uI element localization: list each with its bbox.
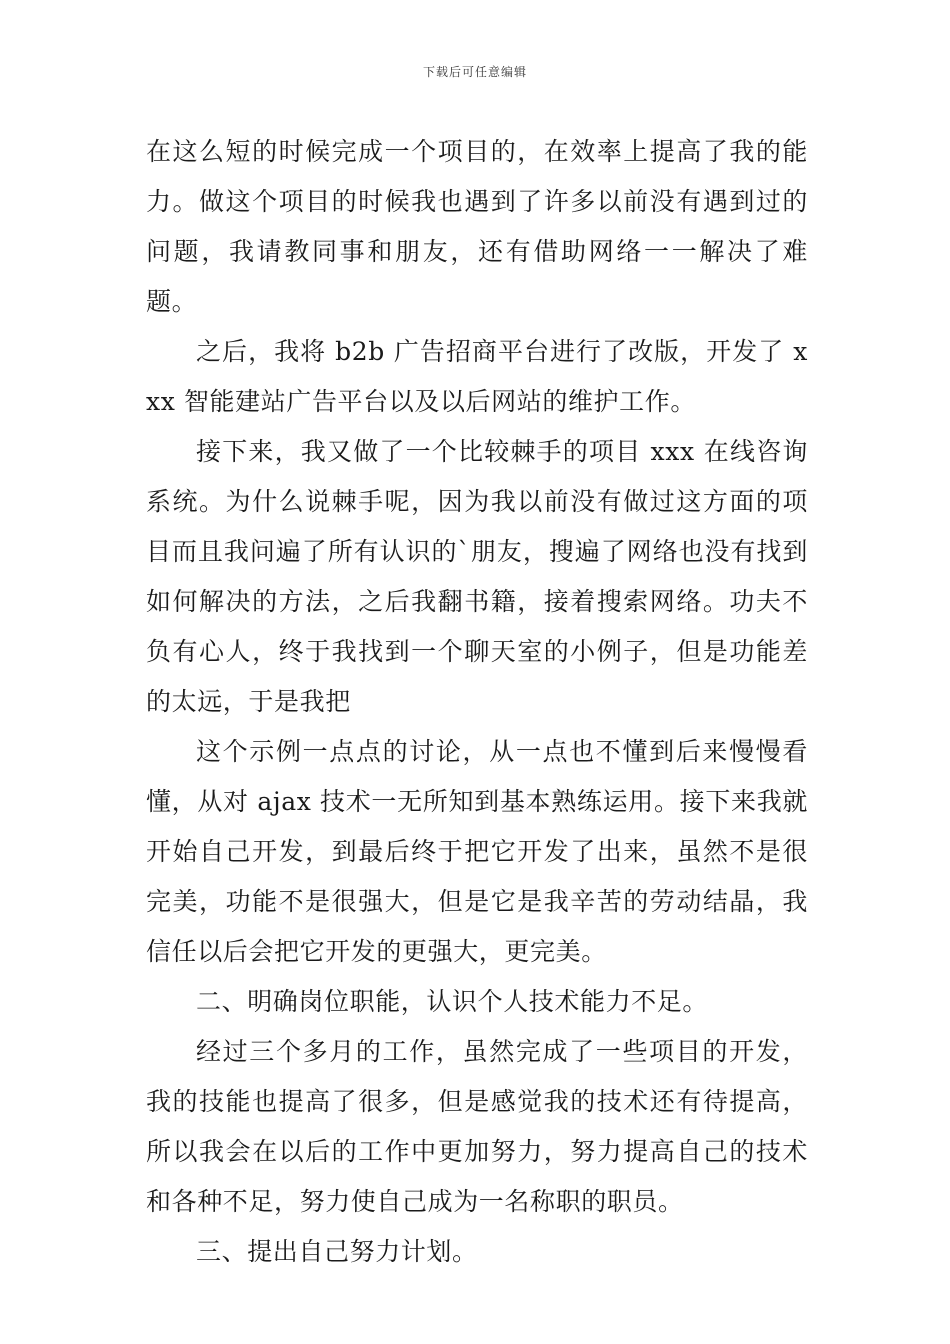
section-heading-3: 三、提出自己努力计划。 [196, 1237, 478, 1266]
paragraph-2: 之后，我将 b2b 广告招商平台进行了改版，开发了 xxx 智能建站广告平台以及以后网站的维护工作。 [146, 337, 808, 416]
paragraph-3: 接下来，我又做了一个比较棘手的项目 xxx 在线咨询系统。为什么说棘手呢，因为我以前没有做过这方面的项目而且我问遍了所有认识的`朋友，搜遍了网络也没有找到如何解决的方法，之后我翻书籍，接着搜索网络。功夫不负有心人，终于我找到一个聊天室的小例子，但是功能差的太远，于是我把 [146, 437, 808, 716]
document-body [146, 127, 808, 1277]
page-header: 下载后可任意编辑 [422, 65, 527, 79]
paragraph-1: 在这么短的时候完成一个项目的，在效率上提高了我的能力。做这个项目的时候我也遇到了许多以前没有遇到过的问题，我请教同事和朋友，还有借助网络一一解决了难题。 [146, 137, 808, 316]
paragraph-4: 这个示例一点点的讨论，从一点也不懂到后来慢慢看懂，从对 ajax 技术一无所知到基本熟练运用。接下来我就开始自己开发，到最后终于把它开发了出来，虽然不是很完美，功能不是很强大，但是它是我辛苦的劳动结晶，我信任以后会把它开发的更强大，更完美。 [146, 737, 808, 966]
section-heading-2: 二、明确岗位职能，认识个人技术能力不足。 [196, 987, 709, 1016]
paragraph-5: 经过三个多月的工作，虽然完成了一些项目的开发，我的技能也提高了很多，但是感觉我的技术还有待提高，所以我会在以后的工作中更加努力，努力提高自己的技术和各种不足，努力使自己成为一名称职的职员。 [146, 1037, 808, 1216]
